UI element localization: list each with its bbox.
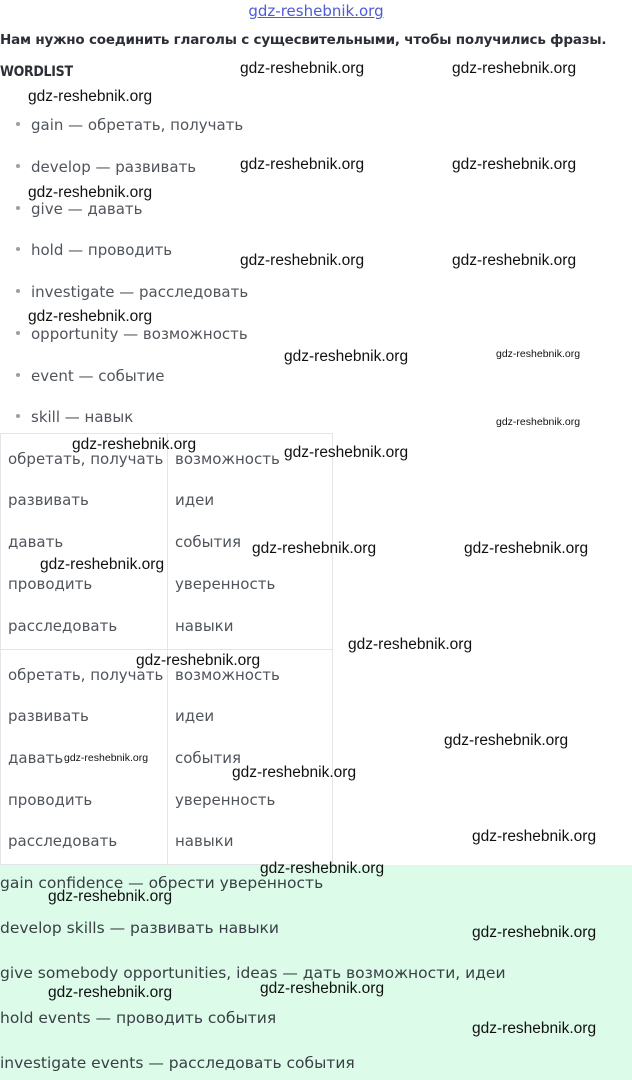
watermark: gdz-reshebnik.org [240, 252, 365, 269]
wordlist-item-text: gain — обретать, получать [31, 116, 244, 134]
answer-line: hold events — проводить события [0, 1009, 277, 1027]
wordlist-item [16, 408, 133, 426]
watermark: gdz-reshebnik.org [472, 1020, 597, 1037]
wordlist-title: WORDLIST [0, 64, 73, 80]
column-divider [167, 434, 168, 649]
bullet-icon [16, 206, 20, 210]
noun-cell: идеи [175, 491, 215, 509]
watermark: gdz-reshebnik.org [28, 308, 153, 325]
bullet-icon [16, 289, 20, 293]
noun-cell: возможность [175, 450, 280, 468]
watermark: gdz-reshebnik.org [444, 732, 569, 749]
bullet-icon [16, 164, 20, 168]
watermark: gdz-reshebnik.org [48, 888, 173, 905]
watermark: gdz-reshebnik.org [64, 752, 149, 764]
noun-cell: идеи [175, 707, 215, 725]
wordlist-item-text: give — давать [31, 200, 143, 218]
wordlist-item-text: opportunity — возможность [31, 325, 248, 343]
watermark: gdz-reshebnik.org [452, 156, 577, 173]
bullet-icon [16, 331, 20, 335]
noun-cell: навыки [175, 617, 234, 635]
answer-line: develop skills — развивать навыки [0, 919, 279, 937]
wordlist-item [16, 283, 248, 301]
verb-cell: развивать [8, 707, 89, 725]
wordlist-item [16, 367, 165, 385]
verb-cell: расследовать [8, 617, 118, 635]
watermark: gdz-reshebnik.org [28, 88, 153, 105]
bullet-icon [16, 122, 20, 126]
watermark: gdz-reshebnik.org [136, 652, 261, 669]
watermark: gdz-reshebnik.org [260, 860, 385, 877]
column-divider [167, 650, 168, 864]
verb-cell: развивать [8, 491, 89, 509]
watermark: gdz-reshebnik.org [252, 540, 377, 557]
watermark: gdz-reshebnik.org [48, 984, 173, 1001]
watermark: gdz-reshebnik.org [260, 980, 385, 997]
wordlist-item [16, 158, 196, 176]
noun-cell: события [175, 749, 242, 767]
watermark: gdz-reshebnik.org [496, 348, 581, 360]
site-header-link[interactable]: gdz-reshebnik.org [248, 2, 384, 20]
watermark: gdz-reshebnik.org [452, 252, 577, 269]
wordlist-item-text: investigate — расследовать [31, 283, 249, 301]
wordlist-item-text: develop — развивать [31, 158, 197, 176]
noun-cell: навыки [175, 832, 234, 850]
wordlist-item-text: skill — навык [31, 408, 134, 426]
watermark: gdz-reshebnik.org [232, 764, 357, 781]
watermark: gdz-reshebnik.org [40, 556, 165, 573]
wordlist-item [16, 325, 248, 343]
watermark: gdz-reshebnik.org [284, 444, 409, 461]
wordlist-item-text: hold — проводить [31, 241, 173, 259]
verb-cell: обретать, получать [8, 450, 164, 468]
bullet-icon [16, 414, 20, 418]
noun-cell: события [175, 533, 242, 551]
wordlist-item [16, 200, 143, 218]
answer-line: gain confidence — обрести уверенность [0, 874, 324, 892]
matching-table-2 [0, 649, 333, 865]
bullet-icon [16, 373, 20, 377]
watermark: gdz-reshebnik.org [452, 60, 577, 77]
noun-cell: уверенность [175, 791, 276, 809]
watermark: gdz-reshebnik.org [28, 184, 153, 201]
watermark: gdz-reshebnik.org [240, 60, 365, 77]
noun-cell: возможность [175, 666, 280, 684]
watermark: gdz-reshebnik.org [472, 924, 597, 941]
watermark: gdz-reshebnik.org [284, 348, 409, 365]
wordlist-item [16, 116, 243, 134]
verb-cell: расследовать [8, 832, 118, 850]
wordlist-item [16, 241, 172, 259]
watermark: gdz-reshebnik.org [496, 416, 581, 428]
verb-cell: обретать, получать [8, 666, 164, 684]
verb-cell: давать [8, 533, 64, 551]
answer-line: investigate events — расследовать события [0, 1054, 355, 1072]
verb-cell: проводить [8, 575, 93, 593]
watermark: gdz-reshebnik.org [72, 436, 197, 453]
watermark: gdz-reshebnik.org [472, 828, 597, 845]
noun-cell: уверенность [175, 575, 276, 593]
watermark: gdz-reshebnik.org [240, 156, 365, 173]
wordlist-item-text: event — событие [31, 367, 165, 385]
verb-cell: проводить [8, 791, 93, 809]
verb-cell: давать [8, 749, 64, 767]
watermark: gdz-reshebnik.org [348, 636, 473, 653]
watermark: gdz-reshebnik.org [464, 540, 589, 557]
bullet-icon [16, 247, 20, 251]
task-instruction: Нам нужно соединить глаголы с сущесвительными, чтобы получились фразы. [0, 32, 607, 48]
answer-line: give somebody opportunities, ideas — дать возможности, идеи [0, 964, 506, 982]
